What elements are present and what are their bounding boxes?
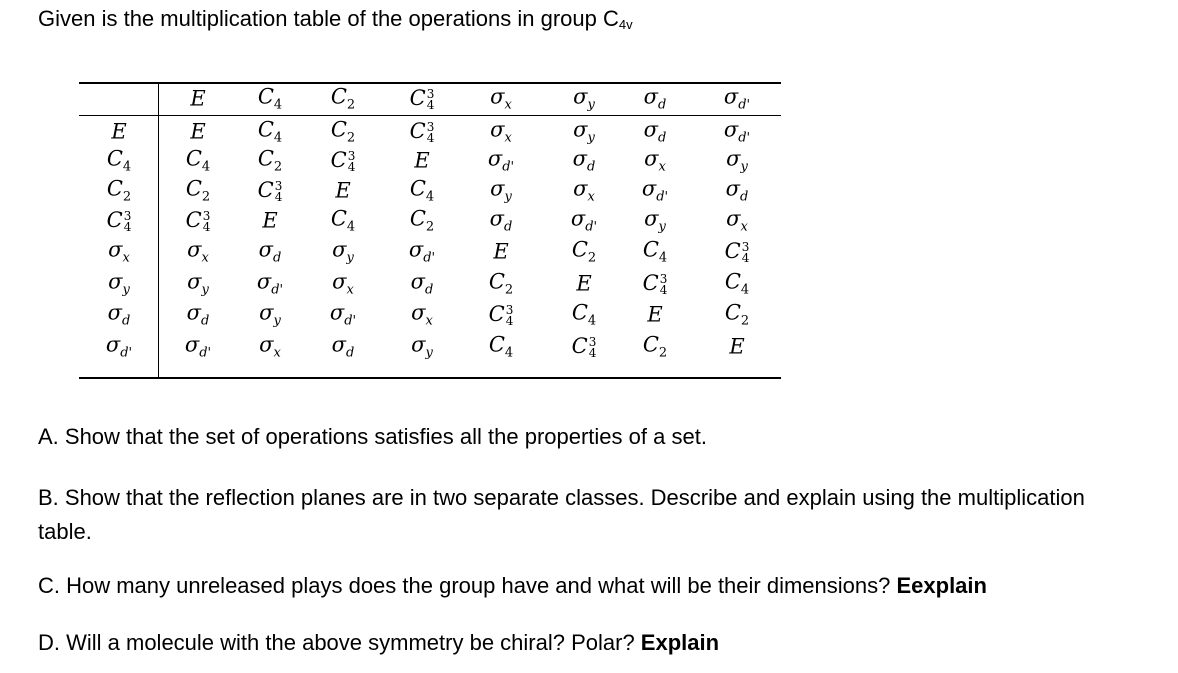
table-cell: $\sigma_x$ (411, 300, 433, 329)
question-b: B. Show that the reflection planes are in two separate classes. Describe and explain using the multiplication table. (38, 485, 1085, 544)
table-header-rule (79, 115, 781, 116)
row-label-cell: E (111, 119, 127, 144)
question-d-emphasis: Explain (640, 630, 720, 655)
table-cell: $\sigma_d$ (489, 206, 513, 235)
table-cell: $C_4$ (724, 269, 750, 298)
table-cell: $C_2$ (185, 176, 211, 205)
table-cell: $\sigma_x$ (573, 176, 595, 205)
column-header-cell: $C_4$ (257, 84, 283, 113)
question-c (38, 573, 987, 599)
question-c-text: C. How many unreleased plays does the group have and what will be their dimensions? (38, 573, 897, 598)
table-bottom-rule (79, 377, 781, 379)
table-cell: $C_4$ (642, 237, 668, 266)
row-label-cell: $\sigma_{d'}$ (105, 332, 133, 361)
table-cell: $\sigma_d$ (258, 237, 282, 266)
table-cell: $C_4$ (330, 206, 356, 235)
row-label-cell: $C_2$ (106, 176, 132, 205)
table-cell: $\sigma_{d'}$ (184, 332, 212, 361)
question-d-text: D. Will a molecule with the above symmetry be chiral? Polar? (38, 630, 641, 655)
table-cell: $\sigma_y$ (332, 237, 354, 266)
table-cell: E (576, 271, 592, 296)
question-d (38, 630, 719, 656)
table-cell: $\sigma_x$ (187, 237, 209, 266)
table-cell: $\sigma_x$ (332, 269, 354, 298)
table-cell: $\sigma_y$ (490, 176, 512, 205)
table-cell: $C_2$ (330, 117, 356, 146)
table-top-rule (79, 82, 781, 84)
table-cell: $\sigma_x$ (726, 206, 748, 235)
table-cell: $\sigma_d$ (725, 176, 749, 205)
table-cell: C 3 4 (642, 270, 668, 297)
table-cell: E (335, 178, 351, 203)
table-cell: E (190, 119, 206, 144)
table-cell: C 3 4 (409, 118, 435, 145)
row-label-cell: $\sigma_x$ (108, 237, 130, 266)
table-cell: $C_2$ (488, 269, 514, 298)
table-cell: $\sigma_{d'}$ (570, 206, 598, 235)
group-subscript: 4v (618, 17, 633, 32)
table-cell: C 3 4 (330, 147, 356, 174)
table-cell: $\sigma_y$ (726, 146, 748, 175)
table-cell: E (647, 302, 663, 327)
intro-text (38, 6, 633, 32)
table-cell: C 3 4 (257, 177, 283, 204)
row-label-cell: $\sigma_y$ (108, 269, 130, 298)
intro-sentence: Given is the multiplication table of the operations in group (38, 6, 603, 31)
table-cell: E (493, 239, 509, 264)
question-a: A. Show that the set of operations satisfies all the properties of a set. (38, 424, 707, 449)
column-header-cell: $\sigma_x$ (490, 84, 512, 113)
column-header-cell: $\sigma_y$ (573, 84, 595, 113)
table-cell: $C_2$ (409, 206, 435, 235)
multiplication-table (79, 82, 781, 379)
table-cell: E (262, 208, 278, 233)
table-cell: C 3 4 (185, 207, 211, 234)
table-cell: $C_4$ (185, 146, 211, 175)
table-cell: $C_4$ (488, 332, 514, 361)
table-cell: $\sigma_{d'}$ (408, 237, 436, 266)
question-c-emphasis: Eexplain (896, 573, 987, 598)
table-cell: $\sigma_{d'}$ (256, 269, 284, 298)
table-cell: $\sigma_{d'}$ (723, 117, 751, 146)
column-header-cell: E (190, 86, 206, 111)
column-header-cell: $C_2$ (330, 84, 356, 113)
table-cell: $\sigma_d$ (643, 117, 667, 146)
column-header-cell: $\sigma_{d'}$ (723, 84, 751, 113)
group-symbol: C (603, 6, 619, 31)
table-cell: $\sigma_{d'}$ (487, 146, 515, 175)
table-cell: $\sigma_y$ (411, 332, 433, 361)
table-cell: $\sigma_x$ (259, 332, 281, 361)
row-label-cell: $\sigma_d$ (107, 300, 131, 329)
table-cell: E (414, 148, 430, 173)
column-header-cell: C 3 4 (409, 85, 435, 112)
table-cell: $\sigma_y$ (187, 269, 209, 298)
table-cell: $\sigma_y$ (259, 300, 281, 329)
table-cell: $\sigma_x$ (644, 146, 666, 175)
table-cell: $C_4$ (409, 176, 435, 205)
table-cell: E (729, 334, 745, 359)
table-cell: C 3 4 (571, 333, 597, 360)
table-cell: C 3 4 (724, 238, 750, 265)
table-cell: $\sigma_{d'}$ (641, 176, 669, 205)
table-cell: $\sigma_d$ (186, 300, 210, 329)
table-cell: $C_4$ (571, 300, 597, 329)
table-cell: $C_2$ (257, 146, 283, 175)
table-cell: $C_4$ (257, 117, 283, 146)
table-cell: $C_2$ (571, 237, 597, 266)
table-cell: C 3 4 (488, 301, 514, 328)
table-cell: $C_2$ (724, 300, 750, 329)
column-header-cell: $\sigma_d$ (643, 84, 667, 113)
table-cell: $\sigma_d$ (331, 332, 355, 361)
table-cell: $\sigma_{d'}$ (329, 300, 357, 329)
table-cell: $C_2$ (642, 332, 668, 361)
table-cell: $\sigma_y$ (573, 117, 595, 146)
table-cell: $\sigma_y$ (644, 206, 666, 235)
row-label-cell: $C_4$ (106, 146, 132, 175)
table-cell: $\sigma_d$ (572, 146, 596, 175)
table-cell: $\sigma_x$ (490, 117, 512, 146)
row-label-cell: C 3 4 (106, 207, 132, 234)
table-cell: $\sigma_d$ (410, 269, 434, 298)
table-row-label-divider (158, 82, 159, 379)
